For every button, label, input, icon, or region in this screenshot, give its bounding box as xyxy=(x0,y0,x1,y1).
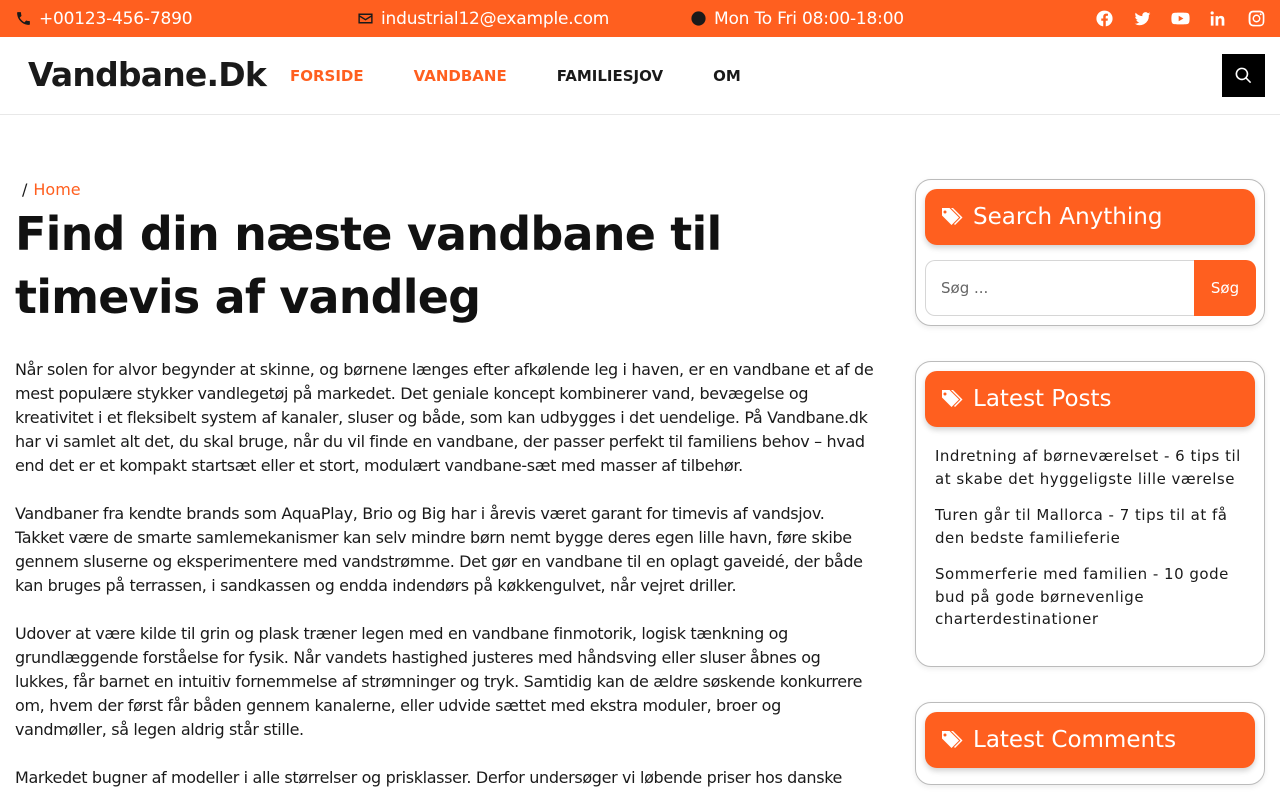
nav-item-om[interactable]: OM xyxy=(713,66,741,85)
latest-comments-widget xyxy=(915,702,1265,785)
latest-comments-title: Latest Comments xyxy=(973,727,1177,753)
nav-item-forside[interactable]: FORSIDE xyxy=(290,66,364,85)
article-paragraph: Udover at være kilde til grin og plask træner legen med en vandbane finmotorik, logisk tænkning og grundlæggende forståelse for fysik. Når vandets hastighed justeres med håndsving eller sluser åbnes og lukkes, får barnet en intuitiv fornemmelse af strømninger og tryk. Samtidig kan de ældre søskende konkurrere om, hvem der først får båden gennem kanalerne, eller udvide sættet med ekstra moduler, broer og vandmøller, så legen aldrig står stille. xyxy=(15,624,863,739)
phone-icon xyxy=(15,10,32,27)
phone-info[interactable] xyxy=(15,0,192,37)
search-widget-header xyxy=(925,189,1255,245)
phone-number: +00123-456-7890 xyxy=(39,8,193,29)
twitter-icon[interactable] xyxy=(1132,9,1152,29)
article-body xyxy=(15,358,875,800)
latest-posts-widget xyxy=(915,361,1265,667)
nav-item-vandbane[interactable]: VANDBANE xyxy=(413,66,507,85)
linkedin-icon[interactable] xyxy=(1208,9,1228,29)
tags-icon xyxy=(939,728,963,752)
search-widget-title: Search Anything xyxy=(973,204,1163,230)
latest-comments-header xyxy=(925,712,1255,768)
email-address: industrial12@example.com xyxy=(381,8,610,29)
latest-post-link[interactable]: Sommerferie med familien - 10 gode bud på gode børnevenlige charterdestinationer xyxy=(935,565,1229,628)
top-info-bar xyxy=(0,0,1280,37)
breadcrumb-home-link[interactable]: Home xyxy=(33,180,81,199)
social-links xyxy=(1094,0,1266,37)
article-paragraph: Vandbaner fra kendte brands som AquaPlay, Brio og Big har i årevis været garant for timevis af vandsjov. Takket være de smarte samlemekanismer kan selv mindre børn nemt bygge deres egen lille havn, føre skibe gennem sluserne og eksperimentere med vandstrømme. Det gør en vandbane til en oplagt gaveidé, der både kan bruges på terrassen, i sandkassen og endda indendørs på køkkengulvet, når vejret driller. xyxy=(15,504,863,595)
email-info[interactable] xyxy=(357,0,609,37)
tags-icon xyxy=(939,387,963,411)
tags-icon xyxy=(939,205,963,229)
facebook-icon[interactable] xyxy=(1094,9,1114,29)
hours-text: Mon To Fri 08:00-18:00 xyxy=(714,8,904,29)
nav-item-familiesjov[interactable]: FAMILIESJOV xyxy=(556,66,664,85)
header-search-button[interactable] xyxy=(1222,54,1265,97)
article-paragraph: Når solen for alvor begynder at skinne, og børnene længes efter afkølende leg i haven, er en vandbane et af de mest populære stykker vandlegetøj på markedet. Det geniale koncept kombinerer vand, bevægelse og kreativitet i et fleksibelt system af kanaler, sluser og både, som kan udbygges i det uendelige. På Vandbane.dk har vi samlet alt det, du skal bruge, når du vil finde en vandbane, der passer perfekt til familiens behov – hvad end det er et kompakt startsæt eller et stort, modulært vandbane-sæt med masser af tilbehør. xyxy=(15,360,874,475)
latest-posts-list xyxy=(916,427,1264,631)
search-icon xyxy=(1234,66,1253,85)
page-title: Find din næste vandbane til timevis af vandleg xyxy=(15,207,722,324)
main-navigation xyxy=(290,37,791,114)
search-widget xyxy=(915,179,1265,326)
youtube-icon[interactable] xyxy=(1170,9,1190,29)
latest-posts-title: Latest Posts xyxy=(973,386,1112,412)
opening-hours xyxy=(690,0,904,37)
sidebar-search-form xyxy=(925,260,1256,316)
site-header xyxy=(0,37,1280,115)
article-paragraph: Markedet bugner af modeller i alle størrelser og prisklasser. Derfor undersøger vi løbende priser hos danske xyxy=(15,768,843,787)
sidebar-search-submit[interactable]: Søg xyxy=(1194,260,1256,316)
latest-posts-header xyxy=(925,371,1255,427)
latest-post-link[interactable]: Turen går til Mallorca - 7 tips til at få den bedste familieferie xyxy=(935,506,1228,547)
envelope-icon xyxy=(357,10,374,27)
breadcrumb xyxy=(22,180,81,199)
clock-icon xyxy=(690,10,707,27)
latest-post-link[interactable]: Indretning af børneværelset - 6 tips til at skabe det hyggeligste lille værelse xyxy=(935,447,1241,488)
sidebar-search-input[interactable] xyxy=(925,260,1194,316)
instagram-icon[interactable] xyxy=(1246,9,1266,29)
breadcrumb-separator: / xyxy=(22,180,28,199)
site-logo[interactable]: Vandbane.Dk xyxy=(28,55,266,94)
